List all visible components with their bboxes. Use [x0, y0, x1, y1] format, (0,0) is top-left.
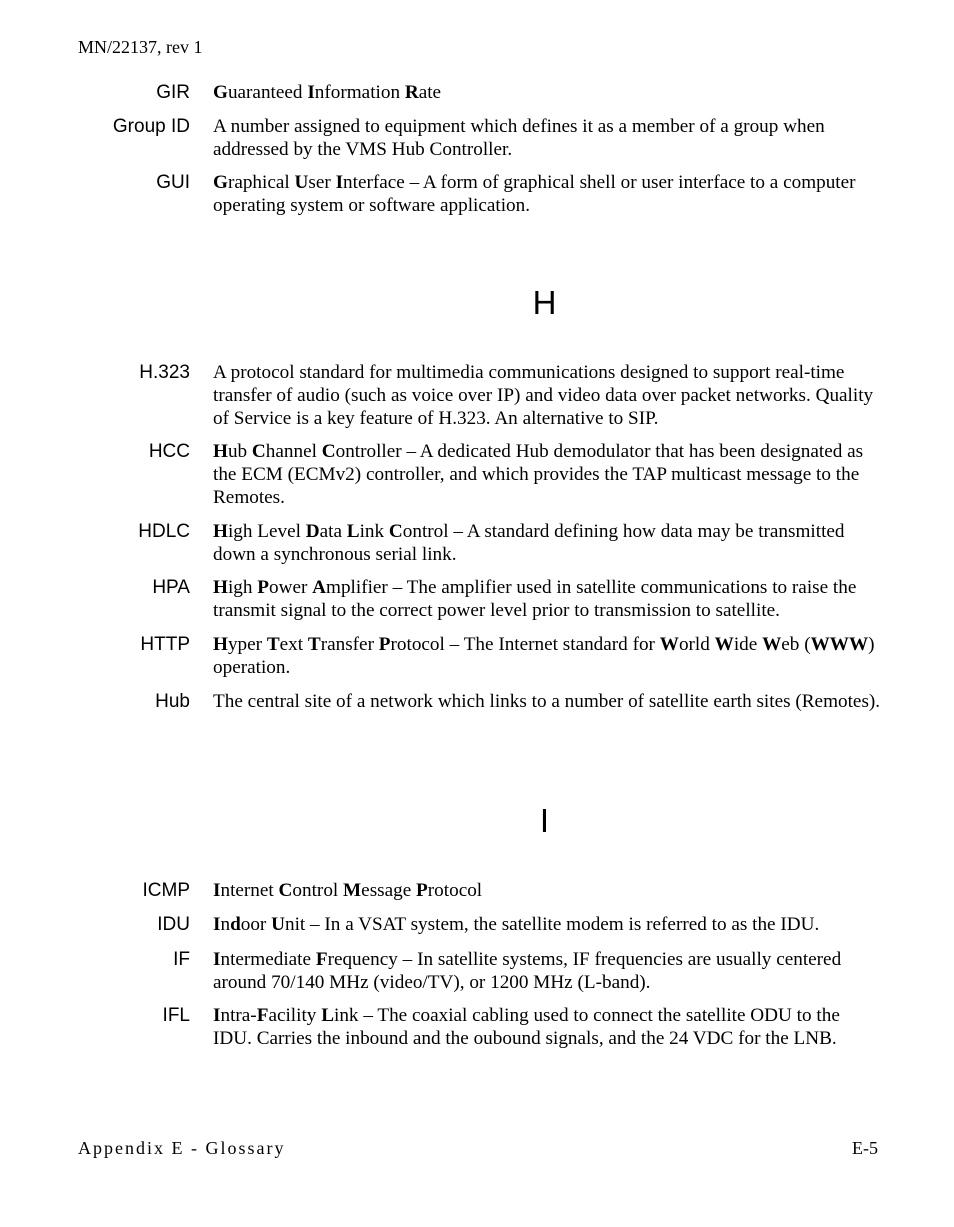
- document-id: MN/22137, rev 1: [78, 37, 203, 57]
- glossary-term: Hub: [155, 691, 190, 712]
- glossary-definition: High Power Amplifier – The amplifier used in satellite communications to raise the transmit signal to the correct power level prior to transmission to satellite.: [213, 577, 857, 621]
- footer-section-title: Appendix E - Glossary: [78, 1138, 286, 1158]
- glossary-term: HDLC: [138, 521, 190, 542]
- glossary-term: IF: [173, 949, 190, 970]
- glossary-definition: High Level Data Link Control – A standard defining how data may be transmitted down a synchronous serial link.: [213, 521, 845, 565]
- section-letter-i: I: [539, 802, 550, 839]
- glossary-definition: Intra-Facility Link – The coaxial cabling used to connect the satellite ODU to the IDU. Carries the inbound and the oubound signals, and the 24 VDC for the LNB.: [213, 1005, 840, 1049]
- glossary-term: Group ID: [112, 116, 190, 137]
- glossary-term: H.323: [139, 362, 190, 383]
- glossary-term: HPA: [152, 577, 190, 598]
- glossary-definition: Intermediate Frequency – In satellite systems, IF frequencies are usually centered around 70/140 MHz (video/TV), or 1200 MHz (L-band).: [213, 949, 842, 993]
- glossary-definition: Graphical User Interface – A form of graphical shell or user interface to a computer operating system or software application.: [213, 172, 856, 216]
- glossary-definition: The central site of a network which links to a number of satellite earth sites (Remotes).: [213, 691, 881, 712]
- glossary-definition: Hyper Text Transfer Protocol – The Internet standard for World Wide Web (WWW) operation.: [213, 634, 875, 678]
- glossary-term: HTTP: [140, 634, 190, 655]
- glossary-definition: A protocol standard for multimedia communications designed to support real-time transfer of audio (such as voice over IP) and video data over packet networks. Quality of Service is a key feature of H.323. An alternative to SIP.: [213, 362, 874, 429]
- glossary-term: IFL: [162, 1005, 190, 1026]
- glossary-term: GUI: [156, 172, 190, 193]
- glossary-definition: Internet Control Message Protocol: [213, 880, 483, 901]
- glossary-term: IDU: [157, 914, 190, 935]
- glossary-definition: Guaranteed Information Rate: [213, 82, 442, 103]
- glossary-definition: Indoor Unit – In a VSAT system, the satellite modem is referred to as the IDU.: [213, 914, 820, 935]
- section-letter-h: H: [532, 284, 557, 321]
- page-number: E-5: [852, 1138, 878, 1158]
- glossary-definition: A number assigned to equipment which defines it as a member of a group when addressed by the VMS Hub Controller.: [213, 116, 825, 160]
- glossary-term: GIR: [156, 82, 190, 103]
- glossary-term: ICMP: [142, 880, 190, 901]
- glossary-term: HCC: [148, 441, 190, 462]
- glossary-definition: Hub Channel Controller – A dedicated Hub demodulator that has been designated as the ECM (ECMv2) controller, and which provides the TAP multicast message to the Remotes.: [213, 441, 864, 508]
